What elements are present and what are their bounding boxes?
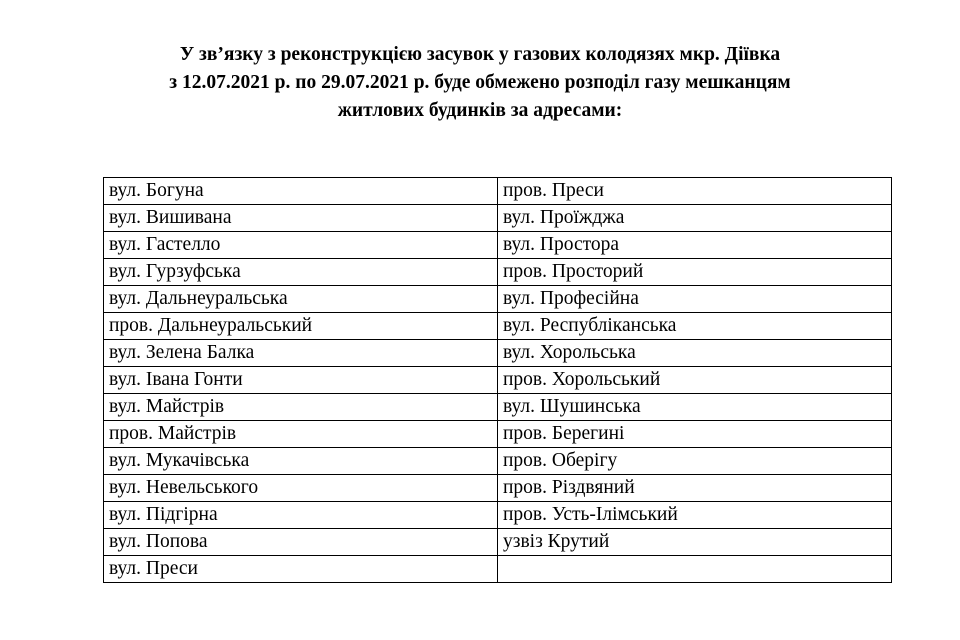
table-row: [104, 421, 892, 448]
table-row: [104, 556, 892, 583]
table-row: [104, 259, 892, 286]
address-cell: вул. Івана Гонти: [104, 367, 498, 394]
address-cell: пров. Майстрів: [104, 421, 498, 448]
address-cell: узвіз Крутий: [498, 529, 892, 556]
address-cell: вул. Шушинська: [498, 394, 892, 421]
table-row: [104, 502, 892, 529]
table-row: [104, 448, 892, 475]
table-row: [104, 286, 892, 313]
table-row: [104, 178, 892, 205]
address-table: [103, 177, 892, 583]
heading-line-3: житлових будинків за адресами:: [337, 100, 623, 121]
address-cell: вул. Проїжджа: [498, 205, 892, 232]
address-cell: пров. Оберігу: [498, 448, 892, 475]
address-cell-empty: [498, 556, 892, 583]
address-cell: пров. Преси: [498, 178, 892, 205]
heading-line-1: У зв’язку з реконструкцією засувок у газових колодязях мкр. Діївка: [179, 44, 781, 65]
address-cell: вул. Мукачівська: [104, 448, 498, 475]
table-row: [104, 529, 892, 556]
address-cell: вул. Хорольська: [498, 340, 892, 367]
table-row: [104, 394, 892, 421]
address-cell: пров. Різдвяний: [498, 475, 892, 502]
table-row: [104, 232, 892, 259]
address-cell: пров. Берегині: [498, 421, 892, 448]
address-cell: вул. Гастелло: [104, 232, 498, 259]
address-cell: пров. Просторий: [498, 259, 892, 286]
address-cell: вул. Попова: [104, 529, 498, 556]
address-cell: вул. Невельського: [104, 475, 498, 502]
table-row: [104, 340, 892, 367]
address-cell: вул. Гурзуфська: [104, 259, 498, 286]
address-cell: вул. Дальнеуральська: [104, 286, 498, 313]
address-cell: вул. Преси: [104, 556, 498, 583]
address-cell: пров. Хорольський: [498, 367, 892, 394]
address-cell: вул. Зелена Балка: [104, 340, 498, 367]
address-cell: вул. Простора: [498, 232, 892, 259]
address-cell: вул. Майстрів: [104, 394, 498, 421]
address-cell: вул. Республіканська: [498, 313, 892, 340]
address-cell: вул. Вишивана: [104, 205, 498, 232]
table-row: [104, 205, 892, 232]
table-row: [104, 367, 892, 394]
heading-line-2: з 12.07.2021 р. по 29.07.2021 р. буде обмежено розподіл газу мешканцям: [169, 72, 791, 93]
address-cell: вул. Богуна: [104, 178, 498, 205]
address-cell: вул. Професійна: [498, 286, 892, 313]
address-cell: вул. Підгірна: [104, 502, 498, 529]
table-row: [104, 313, 892, 340]
table-row: [104, 475, 892, 502]
address-cell: пров. Усть-Ілімський: [498, 502, 892, 529]
notice-heading: [60, 41, 900, 125]
address-cell: пров. Дальнеуральський: [104, 313, 498, 340]
